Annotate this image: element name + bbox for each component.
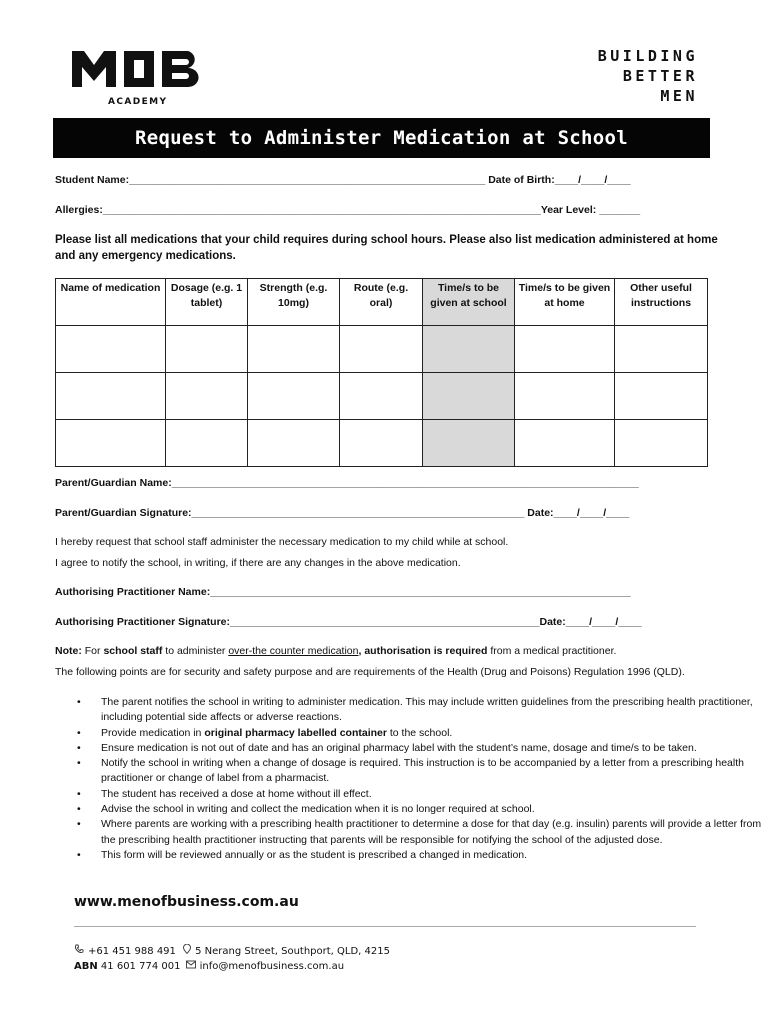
note-label: Note: [55,645,82,657]
col-header-route: Route (e.g. oral) [340,279,423,326]
note-text-3: from a medical practitioner. [487,645,617,657]
list-item-text: Ensure medication is not out of date and has an original pharmacy label with the student’s name, dosage and time/s to be taken. [101,741,697,754]
col-header-name: Name of medication [56,279,166,326]
note-paragraph [55,645,616,657]
col-header-time-school: Time/s to be given at school [423,279,515,326]
table-cell[interactable] [166,326,248,373]
list-item-text: Where parents are working with a prescribing health practitioner to determine a dose for that day (e.g. insulin) parents will provide a letter from the prescribing health practitioner instructing that parents will be responsible for notifying the school of the adjusted dose. [101,818,762,846]
bullet-icon: • [77,696,81,708]
form-title-banner [53,118,710,158]
bullet-icon: • [77,818,81,831]
table-cell[interactable] [615,326,708,373]
list-item [77,787,763,802]
table-cell[interactable] [423,420,515,467]
note-text-1: For [81,645,104,657]
table-cell[interactable] [56,326,166,373]
street-address: 5 Nerang Street, Southport, QLD, 4215 [195,946,390,957]
table-cell[interactable] [166,373,248,420]
practitioner-signature-field[interactable]: Authorising Practitioner Signature:_____________________________________________________Date:____/____/____ [55,616,642,628]
bullet-icon: • [77,787,81,800]
parent-name-field[interactable]: Parent/Guardian Name:________________________________________________________________________________ [55,477,639,489]
table-row [56,326,708,373]
student-name-field[interactable]: Student Name:_____________________________________________________________ Date of Birth:____/____/____ [55,174,631,186]
email-icon [186,960,196,972]
location-pin-icon [183,944,191,957]
table-cell[interactable] [340,326,423,373]
note-bold-1: school staff [103,645,163,657]
contact-line-2 [74,960,344,972]
requirements-intro: The following points are for security and safety purpose and are requirements of the Health (Drug and Poisons) Regulation 1996 (QLD). [55,666,685,678]
col-header-dosage: Dosage (e.g. 1 tablet) [166,279,248,326]
practitioner-name-field[interactable]: Authorising Practitioner Name:________________________________________________________________________ [55,586,631,598]
note-text-2: to administer [162,645,229,657]
bullet-icon: • [77,848,81,861]
bullet-icon: • [77,726,81,739]
list-item [77,802,763,817]
table-cell[interactable] [423,373,515,420]
table-row [56,420,708,467]
table-cell[interactable] [56,373,166,420]
list-item [77,726,763,741]
col-header-instructions: Other useful instructions [615,279,708,326]
table-cell[interactable] [615,420,708,467]
table-cell[interactable] [340,420,423,467]
bullet-icon: • [77,803,81,816]
abn-number: 41 601 774 001 [100,961,181,972]
col-header-strength: Strength (e.g. 10mg) [248,279,340,326]
list-item-text: Provide medication in [101,726,205,739]
list-item [77,817,763,848]
phone-icon [74,944,84,957]
mob-logo-mark [70,47,210,91]
list-item-text: Advise the school in writing and collect the medication when it is no longer required at school. [101,803,535,816]
table-cell[interactable] [56,420,166,467]
mob-logo [70,47,210,96]
table-cell[interactable] [248,326,340,373]
phone-number: +61 451 988 491 [88,946,176,957]
list-item [77,848,763,863]
table-cell[interactable] [515,373,615,420]
table-cell[interactable] [166,420,248,467]
table-row [56,373,708,420]
bullet-icon: • [77,757,81,770]
tagline-line-1: BUILDING [597,47,698,65]
agree-statement: I agree to notify the school, in writing, if there are any changes in the above medication. [55,557,461,569]
table-cell[interactable] [248,420,340,467]
table-cell[interactable] [248,373,340,420]
bullet-icon: • [77,741,81,754]
footer-divider [74,926,696,927]
list-item-text: This form will be reviewed annually or as the student is prescribed a changed in medication. [101,848,528,861]
col-header-time-home: Time/s to be given at home [515,279,615,326]
list-item-text: The parent notifies the school in writing to administer medication. This may include written guidelines from the prescribing health practitioner, including potential side affects or adverse reactions. [101,696,753,724]
list-item [77,756,763,787]
request-statement: I hereby request that school staff administer the necessary medication to my child while at school. [55,536,509,548]
list-item-text: Notify the school in writing when a change of dosage is required. This instruction is to be accompanied by a letter from a prescribing health practitioner or change of label from a pharmacist. [101,757,744,785]
list-item [77,741,763,756]
table-cell[interactable] [515,420,615,467]
list-item-text-end: to the school. [386,726,453,739]
table-cell[interactable] [340,373,423,420]
logo-academy-label: ACADEMY [108,97,168,107]
table-cell[interactable] [423,326,515,373]
intro-instruction: Please list all medications that your child requires during school hours. Please also list medication administered at home and any emergency medications. [55,234,718,262]
tagline-line-3: MEN [660,87,698,105]
tagline-line-2: BETTER [622,67,698,85]
abn-label: ABN [74,961,98,972]
form-title: Request to Administer Medication at School [134,127,629,149]
email-address[interactable]: info@menofbusiness.com.au [199,961,345,972]
medication-table [55,278,708,467]
medication-table-header-row [56,279,708,326]
allergies-field[interactable]: Allergies:___________________________________________________________________________Year Level: _______ [55,204,641,216]
note-bold-2: , authorisation is required [358,645,488,657]
requirements-list [55,695,763,863]
note-underline: over-the counter medication [228,645,359,657]
parent-signature-field[interactable]: Parent/Guardian Signature:_________________________________________________________ Date:____/____/____ [55,507,630,519]
website-link[interactable]: www.menofbusiness.com.au [74,894,299,910]
contact-line-1 [74,944,390,957]
table-cell[interactable] [515,326,615,373]
list-item-bold: original pharmacy labelled container [204,726,387,739]
list-item [77,695,763,726]
tagline [598,46,698,106]
table-cell[interactable] [615,373,708,420]
list-item-text: The student has received a dose at home without ill effect. [101,787,372,800]
